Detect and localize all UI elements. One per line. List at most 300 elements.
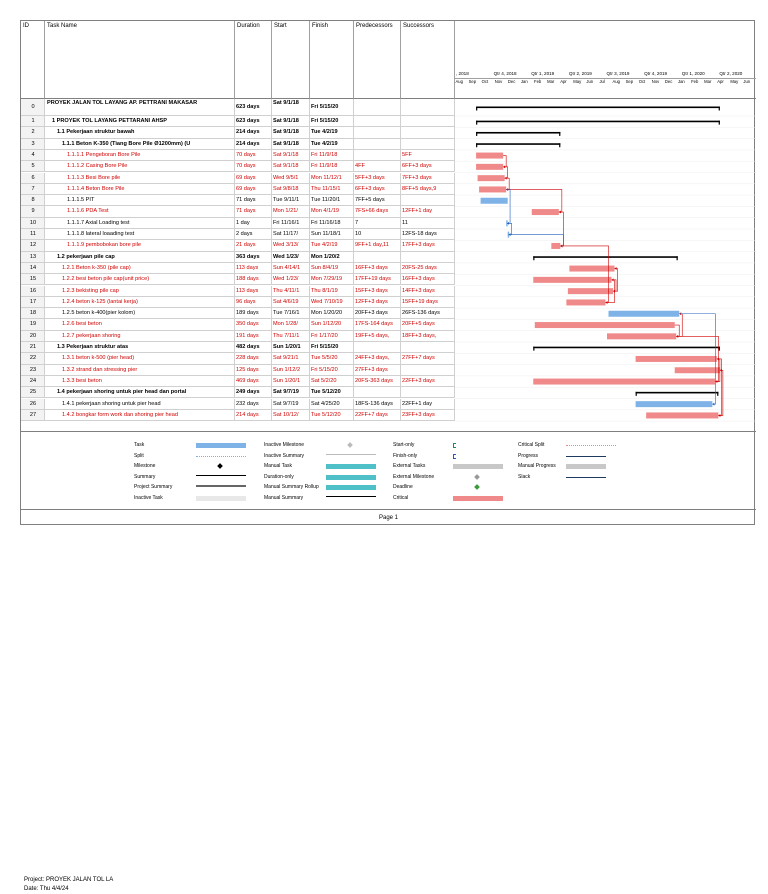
timescale-month: Mar [547, 79, 555, 84]
col-header-finish-label: Finish [312, 23, 329, 29]
cell-finish: Mon 4/1/19 [310, 206, 354, 216]
table-row[interactable] [21, 206, 455, 217]
project-info [24, 876, 113, 894]
cell-pred: 19FF+5 days, [354, 331, 401, 341]
cell-succ: 26FS-136 days [401, 308, 455, 318]
summary-bar-end [719, 347, 720, 351]
cell-finish: Tue 4/2/19 [310, 139, 354, 149]
cell-succ: 11 [401, 218, 455, 228]
timescale-quarter: Qtr 3, 2019 [606, 71, 630, 76]
legend-swatch [326, 475, 376, 480]
cell-succ: 17FF+3 days [401, 240, 455, 250]
cell-succ: 18FF+3 days, [401, 331, 455, 341]
cell-name: 1.1.1 Beton K-350 (Tiang Bore Pile Ø1200mm) (U [45, 139, 235, 149]
legend-label: Critical [393, 494, 409, 501]
task-bar[interactable] [481, 198, 508, 204]
timescale-month: Dec [664, 79, 673, 84]
cell-succ: 16FF+3 days [401, 274, 455, 284]
legend-label: External Tasks [393, 463, 426, 469]
cell-start: Sat 9/21/1 [272, 353, 310, 363]
cell-finish: Fri 1/17/20 [310, 331, 354, 341]
cell-duration: 249 days [235, 387, 272, 397]
col-header-start[interactable] [272, 21, 310, 99]
cell-finish: Thu 8/1/19 [310, 286, 354, 296]
cell-succ: 23FF+3 days [401, 410, 455, 420]
table-row[interactable] [21, 139, 455, 150]
cell-start: Sat 9/1/18 [272, 139, 310, 149]
table-row[interactable] [21, 331, 455, 342]
col-header-task-name-label: Task Name [47, 23, 78, 29]
critical-task-bar[interactable] [479, 186, 506, 192]
cell-succ: 14FF+3 days [401, 286, 455, 296]
summary-bar-end [677, 256, 678, 260]
cell-id: 4 [21, 150, 45, 160]
cell-finish: Sun 8/4/19 [310, 263, 354, 273]
col-header-task-name[interactable] [45, 21, 235, 99]
legend-label: Start-only [393, 442, 415, 448]
critical-task-bar[interactable] [566, 299, 605, 305]
cell-name: 1.1.1.3 Besi Bore pile [45, 173, 235, 183]
cell-pred [354, 99, 401, 115]
summary-bar-end [476, 132, 477, 136]
task-bar[interactable] [609, 311, 680, 317]
cell-id: 13 [21, 252, 45, 262]
cell-start: Thu 4/11/1 [272, 286, 310, 296]
cell-pred: 17FS-164 days [354, 319, 401, 329]
table-row[interactable] [21, 218, 455, 229]
cell-name: 1.4.2 bongkar form work dan shoring pier head [45, 410, 235, 420]
cell-finish: Fri 11/9/18 [310, 161, 354, 171]
cell-id: 26 [21, 399, 45, 409]
cell-pred [354, 342, 401, 352]
summary-bar-end [476, 121, 477, 125]
cell-id: 2 [21, 127, 45, 137]
summary-bar[interactable] [476, 121, 720, 123]
critical-task-bar[interactable] [551, 243, 560, 249]
critical-task-bar[interactable] [476, 153, 503, 159]
link-arrow [615, 267, 617, 270]
cell-succ: 12FF+1 day [401, 206, 455, 216]
cell-start: Wed 9/5/1 [272, 173, 310, 183]
cell-finish: Tue 5/12/20 [310, 410, 354, 420]
cell-finish: Sun 11/18/1 [310, 229, 354, 239]
cell-pred [354, 139, 401, 149]
timescale-quarter: Qtr 4, 2019 [644, 71, 668, 76]
cell-duration: 2 days [235, 229, 272, 239]
summary-bar-end [719, 107, 720, 111]
table-row[interactable] [21, 263, 455, 274]
col-header-finish[interactable] [310, 21, 354, 99]
cell-finish: Mon 11/12/1 [310, 173, 354, 183]
legend-swatch [453, 454, 456, 459]
cell-id: 22 [21, 353, 45, 363]
cell-name: 1.2.2 besi beton pile cap(unit price) [45, 274, 235, 284]
cell-finish: Mon 1/20/2 [310, 252, 354, 262]
cell-pred [354, 150, 401, 160]
cell-start: Tue 7/16/1 [272, 308, 310, 318]
cell-succ [401, 252, 455, 262]
cell-succ [401, 365, 455, 375]
link-arrow [720, 369, 722, 372]
cell-finish: Tue 5/12/20 [310, 387, 354, 397]
legend-swatch [474, 484, 480, 490]
cell-name: 1.3.2 strand dan stressing pier [45, 365, 235, 375]
legend-label: Milestone [134, 463, 156, 469]
cell-name: 1.1.1.8 lateral loaading test [45, 229, 235, 239]
table-row[interactable] [21, 365, 455, 376]
cell-pred [354, 127, 401, 137]
legend-swatch [326, 464, 376, 469]
cell-start: Sat 9/7/19 [272, 387, 310, 397]
cell-duration: 113 days [235, 286, 272, 296]
cell-finish: Fri 11/9/18 [310, 150, 354, 160]
cell-name: 1.4 pekerjaan shoring untuk pier head dan portal [45, 387, 235, 397]
legend-label: Critical Split [518, 442, 545, 448]
cell-succ: 27FF+7 days [401, 353, 455, 363]
cell-duration: 189 days [235, 308, 272, 318]
cell-start: Sat 9/1/18 [272, 116, 310, 126]
timescale-month: Apr [560, 79, 567, 84]
table-row[interactable] [21, 99, 455, 116]
cell-start: Sat 9/8/18 [272, 184, 310, 194]
critical-task-bar[interactable] [532, 209, 559, 215]
table-row[interactable] [21, 116, 455, 127]
cell-duration: 125 days [235, 365, 272, 375]
legend-swatch [326, 496, 376, 498]
legend-label: Duration-only [264, 473, 294, 480]
timescale-month: May [730, 79, 739, 84]
legend-label: Progress [518, 452, 539, 459]
summary-bar[interactable] [476, 107, 720, 109]
cell-pred: 17FF+19 days [354, 274, 401, 284]
critical-task-bar[interactable] [569, 266, 614, 272]
cell-name: 1.1 Pekerjaan struktur bawah [45, 127, 235, 137]
table-row[interactable] [21, 342, 455, 353]
cell-start: Sun 4/14/1 [272, 263, 310, 273]
legend-swatch [196, 496, 246, 501]
summary-bar-end [533, 256, 534, 260]
timescale-month: Nov [651, 79, 660, 84]
legend-label: Project Summary [134, 484, 173, 490]
cell-pred [354, 252, 401, 262]
cell-finish: Sun 1/12/20 [310, 319, 354, 329]
critical-task-bar[interactable] [533, 277, 611, 283]
cell-pred: 22FF+7 days [354, 410, 401, 420]
dependency-link [506, 189, 562, 212]
cell-finish: Fri 5/15/20 [310, 99, 354, 115]
cell-succ: 6FF+3 days [401, 161, 455, 171]
col-header-predecessors[interactable] [354, 21, 401, 99]
timescale-month: Jul [599, 79, 605, 84]
cell-finish: Mon 1/20/20 [310, 308, 354, 318]
legend-swatch [347, 442, 353, 448]
legend-label: Manual Progress [518, 463, 556, 469]
cell-start: Sat 10/12/ [272, 410, 310, 420]
cell-duration: 214 days [235, 139, 272, 149]
critical-task-bar[interactable] [535, 322, 675, 328]
cell-id: 10 [21, 218, 45, 228]
cell-start: Sat 9/1/18 [272, 150, 310, 160]
cell-start: Thu 7/11/1 [272, 331, 310, 341]
timescale-month: Feb [534, 79, 542, 84]
cell-start: Wed 1/23/ [272, 274, 310, 284]
cell-succ [401, 387, 455, 397]
summary-bar[interactable] [533, 347, 720, 349]
cell-duration: 232 days [235, 399, 272, 409]
cell-pred: 12FF+3 days [354, 297, 401, 307]
cell-id: 25 [21, 387, 45, 397]
cell-id: 24 [21, 376, 45, 386]
task-bar[interactable] [636, 401, 713, 407]
critical-task-bar[interactable] [675, 367, 720, 373]
cell-duration: 214 days [235, 127, 272, 137]
table-row[interactable] [21, 297, 455, 308]
table-row[interactable] [21, 173, 455, 184]
summary-bar[interactable] [476, 132, 560, 134]
legend-swatch [196, 456, 246, 457]
legend-swatch [566, 456, 606, 458]
cell-start: Wed 3/13/ [272, 240, 310, 250]
legend-label: Finish-only [393, 452, 418, 459]
legend-swatch [217, 463, 223, 469]
cell-start: Sat 9/7/19 [272, 399, 310, 409]
table-row[interactable] [21, 319, 455, 330]
timescale-month: Apr [717, 79, 724, 84]
cell-start: Mon 1/28/ [272, 319, 310, 329]
timescale-month: Jun [743, 79, 751, 84]
cell-finish: Sat 5/2/20 [310, 376, 354, 386]
cell-succ: 22FF+3 days [401, 376, 455, 386]
critical-task-bar[interactable] [607, 333, 676, 339]
cell-duration: 96 days [235, 297, 272, 307]
table-row[interactable] [21, 376, 455, 387]
legend-swatch [326, 485, 376, 490]
cell-id: 17 [21, 297, 45, 307]
cell-start: Tue 9/11/1 [272, 195, 310, 205]
cell-succ [401, 342, 455, 352]
summary-bar[interactable] [476, 143, 560, 145]
cell-succ: 20FS-25 days [401, 263, 455, 273]
cell-duration: 214 days [235, 410, 272, 420]
timescale-quarter: Qtr 4, 2018 [493, 71, 517, 76]
cell-finish: Tue 5/5/20 [310, 353, 354, 363]
cell-pred: 7 [354, 218, 401, 228]
cell-id: 9 [21, 206, 45, 216]
cell-pred: 7FF+5 days [354, 195, 401, 205]
cell-succ [401, 99, 455, 115]
legend-swatch [196, 475, 246, 477]
page-footer [21, 509, 756, 526]
legend-swatch [474, 474, 480, 480]
project-date: Date: Thu 4/4/24 [24, 886, 69, 892]
cell-start: Sat 4/6/19 [272, 297, 310, 307]
col-header-id-label: ID [23, 23, 29, 29]
cell-id: 6 [21, 173, 45, 183]
cell-finish: Tue 4/2/19 [310, 127, 354, 137]
cell-finish: Fri 5/15/20 [310, 116, 354, 126]
timescale-month: Sep [625, 79, 634, 84]
cell-id: 0 [21, 99, 45, 115]
col-header-successors-label: Successors [403, 23, 435, 29]
cell-id: 20 [21, 331, 45, 341]
dependency-link [718, 370, 723, 415]
table-row[interactable] [21, 127, 455, 138]
cell-pred: 27FF+3 days [354, 365, 401, 375]
col-header-successors[interactable] [401, 21, 455, 99]
cell-pred: 18FS-136 days [354, 399, 401, 409]
cell-pred: 6FF+3 days [354, 184, 401, 194]
cell-id: 19 [21, 319, 45, 329]
cell-finish: Mon 7/29/19 [310, 274, 354, 284]
cell-name: 1.1.1.9 pembobokan bore pile [45, 240, 235, 250]
timescale-quarter: Qtr 1, 2019 [531, 71, 555, 76]
timescale-month: Jun [586, 79, 594, 84]
cell-id: 18 [21, 308, 45, 318]
cell-id: 8 [21, 195, 45, 205]
summary-bar-end [559, 143, 560, 147]
cell-name: 1.2.4 beton k-125 (lantai kerja) [45, 297, 235, 307]
cell-id: 23 [21, 365, 45, 375]
legend-swatch [453, 496, 503, 501]
cell-duration: 482 days [235, 342, 272, 352]
cell-name: 1 PROYEK TOL LAYANG PETTARANI AHSP [45, 116, 235, 126]
cell-finish: Tue 11/20/1 [310, 195, 354, 205]
cell-pred [354, 387, 401, 397]
cell-id: 11 [21, 229, 45, 239]
legend-label: External Milestone [393, 473, 435, 480]
cell-start: Sun 1/20/1 [272, 376, 310, 386]
col-header-start-label: Start [274, 23, 287, 29]
timescale-month: Sep [468, 79, 477, 84]
cell-succ: 7FF+3 days [401, 173, 455, 183]
cell-succ: 8FF+5 days,9 [401, 184, 455, 194]
cell-finish: Fri 11/16/18 [310, 218, 354, 228]
legend-label: Inactive Summary [264, 452, 305, 459]
cell-pred: 16FF+3 days [354, 263, 401, 273]
cell-id: 27 [21, 410, 45, 420]
project-name: Project: PROYEK JALAN TOL LA [24, 877, 114, 883]
table-row[interactable] [21, 286, 455, 297]
cell-name: 1.3 Pekerjaan struktur atas [45, 342, 235, 352]
cell-duration: 191 days [235, 331, 272, 341]
critical-task-bar[interactable] [646, 412, 718, 418]
legend-label: Manual Summary [264, 494, 304, 501]
summary-bar[interactable] [533, 256, 677, 258]
timescale-month: Jan [520, 79, 528, 84]
cell-start: Sun 1/12/2 [272, 365, 310, 375]
cell-duration: 469 days [235, 376, 272, 386]
col-header-predecessors-label: Predecessors [356, 23, 393, 29]
critical-task-bar[interactable] [478, 175, 505, 181]
table-row[interactable] [21, 195, 455, 206]
timescale-month: May [573, 79, 582, 84]
cell-pred: 15FF+3 days [354, 286, 401, 296]
cell-duration: 21 days [235, 240, 272, 250]
cell-name: 1.3.1 beton k-500 (pier head) [45, 353, 235, 363]
legend-label: Summary [134, 473, 156, 480]
cell-duration: 350 days [235, 319, 272, 329]
summary-bar-end [533, 347, 534, 351]
col-header-id[interactable] [21, 21, 45, 99]
cell-start: Sun 1/20/1 [272, 342, 310, 352]
table-row[interactable] [21, 353, 455, 364]
timescale-month: Oct [481, 79, 489, 84]
cell-duration: 69 days [235, 184, 272, 194]
cell-succ [401, 127, 455, 137]
table-row[interactable] [21, 161, 455, 172]
table-row[interactable] [21, 399, 455, 410]
cell-finish: Fri 5/15/20 [310, 342, 354, 352]
table-row[interactable] [21, 410, 455, 421]
summary-bar[interactable] [636, 392, 719, 394]
cell-finish: Wed 7/10/19 [310, 297, 354, 307]
cell-duration: 363 days [235, 252, 272, 262]
cell-succ [401, 116, 455, 126]
table-row[interactable] [21, 240, 455, 251]
page-number: Page 1 [378, 515, 399, 521]
cell-duration: 623 days [235, 99, 272, 115]
cell-name: 1.1.1.5 PIT [45, 195, 235, 205]
legend-label: Inactive Milestone [264, 442, 305, 448]
legend-swatch [196, 485, 246, 487]
cell-name: 1.2.3 bekisting pile cap [45, 286, 235, 296]
col-header-duration[interactable] [235, 21, 272, 99]
cell-id: 16 [21, 286, 45, 296]
timescale-month: Jan [677, 79, 685, 84]
summary-bar-end [719, 121, 720, 125]
timescale-month: Dec [507, 79, 516, 84]
legend-swatch [566, 445, 616, 446]
cell-start: Wed 1/23/ [272, 252, 310, 262]
gantt-print-page [20, 20, 755, 892]
cell-finish: Sat 4/25/20 [310, 399, 354, 409]
table-row[interactable] [21, 252, 455, 263]
cell-name: 1.2.6 besi beton [45, 319, 235, 329]
col-header-duration-label: Duration [237, 23, 260, 29]
table-row[interactable] [21, 184, 455, 195]
cell-duration: 113 days [235, 263, 272, 273]
critical-task-bar[interactable] [476, 164, 503, 170]
table-row[interactable] [21, 150, 455, 161]
critical-task-bar[interactable] [568, 288, 613, 294]
cell-succ [401, 139, 455, 149]
legend-label: Manual Task [264, 463, 292, 469]
summary-bar-end [717, 392, 718, 396]
cell-name: 1.1.1.6 PDA Test [45, 206, 235, 216]
timescale-quarter: Qtr 2, 2019 [568, 71, 592, 76]
cell-pred [354, 116, 401, 126]
critical-task-bar[interactable] [636, 356, 717, 362]
table-row[interactable] [21, 274, 455, 285]
legend-swatch [566, 464, 606, 469]
table-row[interactable] [21, 387, 455, 398]
cell-start: Mon 1/21/ [272, 206, 310, 216]
cell-name: 1.1.1.1 Pengeboran Bore Pile [45, 150, 235, 160]
legend-swatch [196, 443, 246, 448]
cell-finish: Fri 5/15/20 [310, 365, 354, 375]
cell-name: 1.1.1.2 Casing Bore Pile [45, 161, 235, 171]
legend-label: Split [134, 452, 144, 459]
cell-pred: 20FS-363 days [354, 376, 401, 386]
table-row[interactable] [21, 308, 455, 319]
cell-pred: 5FF+3 days [354, 173, 401, 183]
cell-name: 1.1.1.7 Axial Loading test [45, 218, 235, 228]
cell-finish: Thu 11/15/1 [310, 184, 354, 194]
cell-duration: 69 days [235, 173, 272, 183]
critical-task-bar[interactable] [533, 379, 715, 385]
timescale-month: Mar [704, 79, 712, 84]
table-row[interactable] [21, 229, 455, 240]
